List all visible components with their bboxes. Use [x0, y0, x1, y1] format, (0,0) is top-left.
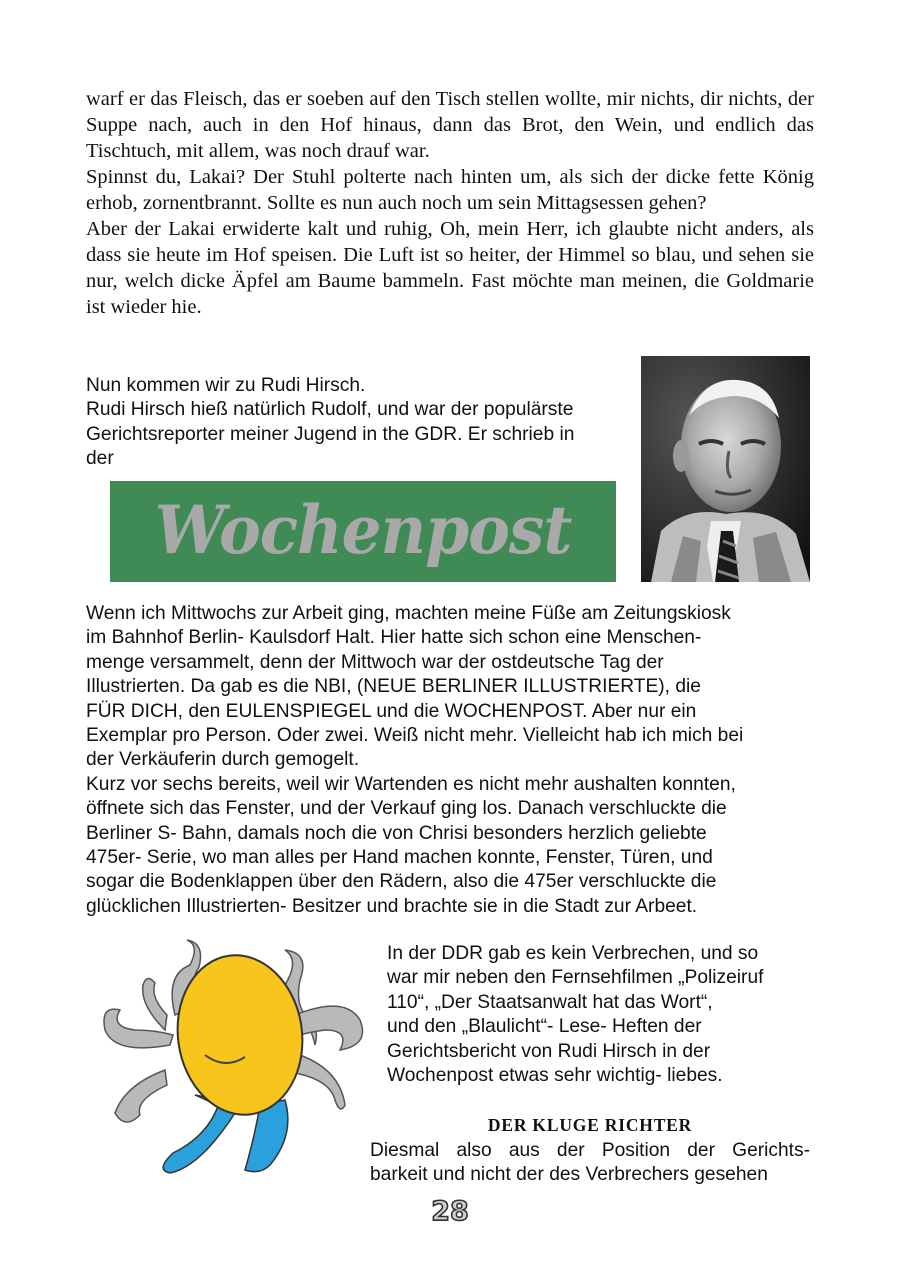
text-line: menge versammelt, denn der Mittwoch war der ostdeutsche Tag der [86, 651, 664, 673]
text-line: Diesmal also aus der Position der Gerichts- [370, 1140, 810, 1161]
text-line: 110“, „Der Staatsanwalt hat das Wort“, [387, 991, 713, 1013]
page-number: 28 [431, 1196, 469, 1227]
text-line: Illustrierten. Da gab es die NBI, (NEUE BERLINER ILLUSTRIERTE), die [86, 676, 701, 698]
text-line: 475er- Serie, wo man alles per Hand machen konnte, Fenster, Türen, und [86, 847, 713, 869]
story-paragraph: warf er das Fleisch, das er soeben auf den Tisch stellen wollte, mir nichts, dir nichts, der Suppe nach, auch in den Hof hinaus, dann das Brot, den Wein, und endlich das Tischtuch, mit allem, was noch drauf war. [86, 88, 814, 162]
text-line: und den „Blaulicht“- Lese- Heften der [387, 1016, 702, 1038]
text-line: Wochenpost etwas sehr wichtig- liebes. [387, 1065, 723, 1087]
portrait-photo [641, 356, 810, 582]
intro-text [86, 374, 631, 472]
text-line: Gerichtsreporter meiner Jugend in the GDR. Er schrieb in [86, 423, 575, 445]
text-line: öffnete sich das Fenster, und der Verkauf ging los. Danach verschluckte die [86, 798, 727, 820]
story-paragraph: Aber der Lakai erwiderte kalt und ruhig, Oh, mein Herr, ich glaubte nicht anders, als dass sie heute im Hof speisen. Die Luft ist so heiter, der Himmel so blau, und sehen sie nur, welch dicke Äpfel am Baume bammeln. Fast möchte man meinen, die Goldmarie ist wieder hie. [86, 218, 814, 318]
text-line: der [86, 448, 114, 470]
text-line: Berliner S- Bahn, damals noch die von Chrisi besonders herzlich geliebte [86, 822, 707, 844]
text-line: war mir neben den Fernsehfilmen „Polizeiruf [387, 967, 764, 989]
ddr-text [387, 942, 807, 1088]
text-line: der Verkäuferin durch gemogelt. [86, 749, 360, 771]
text-line: Kurz vor sechs bereits, weil wir Wartenden es nicht mehr aushalten konnten, [86, 773, 736, 795]
text-line: im Bahnhof Berlin- Kaulsdorf Halt. Hier hatte sich schon eine Menschen- [86, 627, 702, 649]
text-line: FÜR DICH, den EULENSPIEGEL und die WOCHENPOST. Aber nur ein [86, 700, 697, 722]
wochenpost-logo [110, 481, 616, 582]
text-line: Rudi Hirsch hieß natürlich Rudolf, und war der populärste [86, 399, 574, 421]
text-line: barkeit und nicht der des Verbrechers gesehen [370, 1164, 768, 1186]
story-paragraph: Spinnst du, Lakai? Der Stuhl polterte nach hinten um, als sich der dicke fette König erhob, zornentbrannt. Sollte es nun auch noch um sein Mittagsessen gehen? [86, 166, 814, 214]
closing-text [370, 1139, 810, 1188]
text-line: sogar die Bodenklappen über den Rädern, also die 475er verschluckte die [86, 871, 717, 893]
text-line: Exemplar pro Person. Oder zwei. Weiß nicht mehr. Vielleicht hab ich mich bei [86, 725, 744, 747]
text-line: Gerichtsbericht von Rudi Hirsch in der [387, 1040, 711, 1062]
kiosk-text [86, 602, 816, 919]
text-line: In der DDR gab es kein Verbrechen, und so [387, 943, 759, 964]
section-heading: DER KLUGE RICHTER [487, 1115, 693, 1135]
story-text [86, 86, 814, 320]
logo-wordmark: Wochenpost [154, 491, 572, 569]
mascot-illustration [95, 935, 370, 1175]
text-line: glücklichen Illustrierten- Besitzer und brachte sie in die Stadt zur Arbeet. [86, 895, 698, 917]
text-line: Nun kommen wir zu Rudi Hirsch. [86, 375, 366, 396]
text-line: Wenn ich Mittwochs zur Arbeit ging, machten meine Füße am Zeitungskiosk [86, 603, 731, 624]
